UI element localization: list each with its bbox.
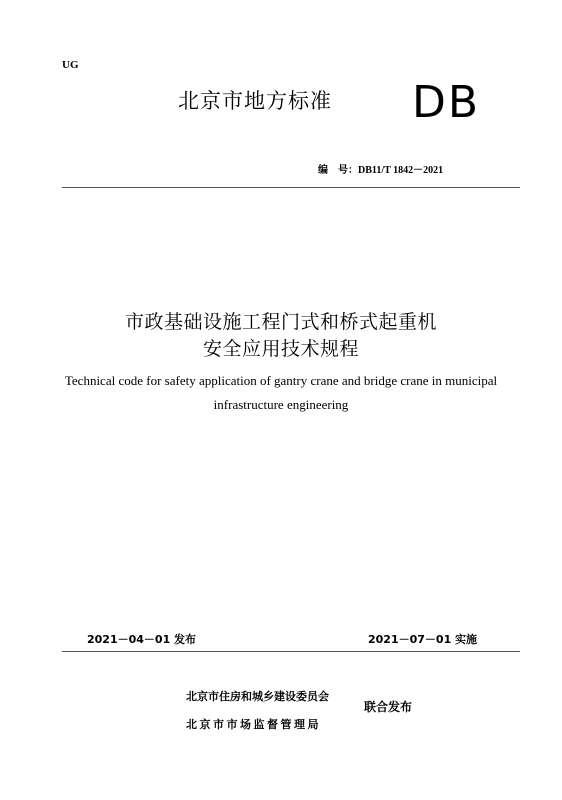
issuer-market-regulation: 北京市市场监督管理局	[186, 718, 321, 731]
document-title	[0, 309, 562, 363]
issuer-housing-commission: 北京市住房和城乡建设委员会	[186, 690, 329, 703]
db-mark: DB	[412, 77, 481, 128]
standard-number-value: DB11/T 1842－2021	[358, 165, 444, 176]
standard-number-label: 编 号：	[318, 165, 358, 176]
header-divider	[62, 187, 520, 188]
implement-date: 2021－07－01 实施	[368, 633, 478, 646]
title-zh-line1: 市政基础设施工程门式和桥式起重机	[124, 311, 437, 333]
standard-number	[318, 161, 443, 176]
title-english: Technical code for safety application of gantry crane and bridge crane in municipal infrastructure engineering	[64, 373, 498, 412]
joint-issue-label: 联合发布	[364, 700, 413, 714]
category-code: UG	[62, 59, 79, 71]
publish-date: 2021－04－01 发布	[87, 633, 197, 646]
footer-divider	[62, 651, 520, 652]
standard-type-title: 北京市地方标准	[178, 89, 332, 113]
title-zh-line2: 安全应用技术规程	[202, 338, 359, 360]
